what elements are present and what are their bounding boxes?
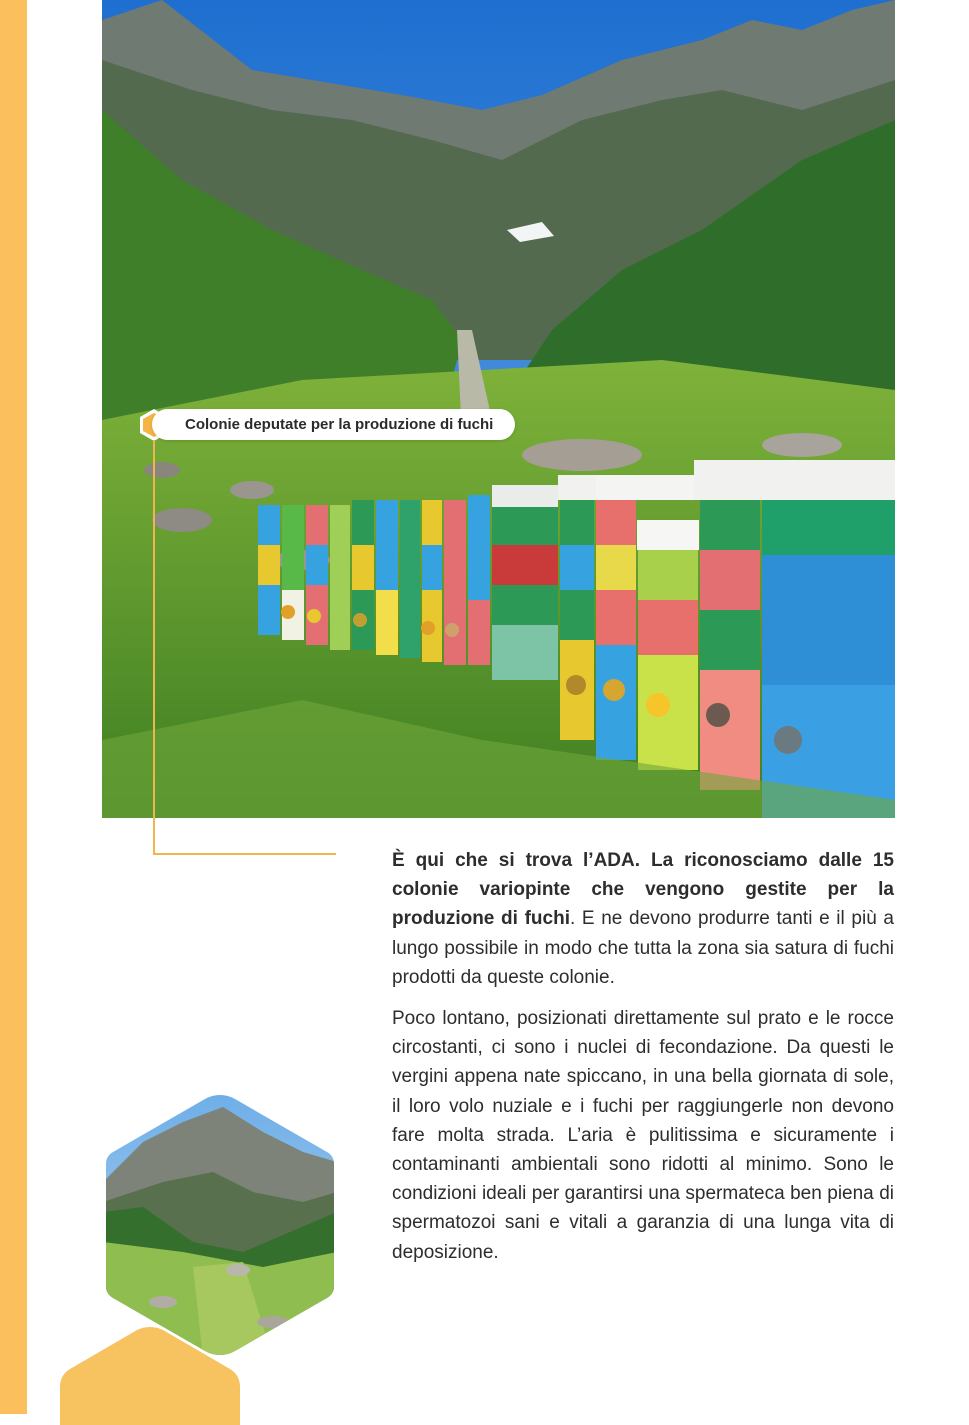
leader-line-vertical (153, 440, 155, 854)
article-body (392, 846, 894, 1279)
hexagon-photo (103, 1092, 337, 1358)
decorative-hexagon (58, 1325, 242, 1425)
left-accent-band (0, 0, 27, 1414)
paragraph-1-rest: . E ne devono produrre tanti e il più a lungo possibile in modo che tutta la zona sia satura di fuchi prodotti da queste colonie. (392, 908, 894, 988)
caption-text: Colonie deputate per la produzione di fuchi (185, 416, 494, 433)
paragraph-1-bold: È qui che si trova l’ADA. La riconosciamo dalle 15 colonie variopinte che vengono gestite per la produzione di fuchi (392, 850, 894, 930)
photo-caption (152, 409, 515, 440)
paragraph-1 (392, 846, 894, 992)
paragraph-2: Poco lontano, posizionati direttamente sul prato e le rocce circostanti, ci sono i nuclei di fecondazione. Da questi le vergini appena nate spiccano, in una bella giornata di sole, il loro volo nuziale e i fuchi per raggiungerle non devono fare molta strada. L’aria è pulitissima e sicuramente i contaminanti ambientali sono ridotti al minimo. Sono le condizioni ideali per garantirsi una spermateca ben piena di spermatozoi sani e vitali a garanzia di una lunga vita di deposizione. (392, 1008, 894, 1263)
leader-line-horizontal (153, 853, 336, 855)
